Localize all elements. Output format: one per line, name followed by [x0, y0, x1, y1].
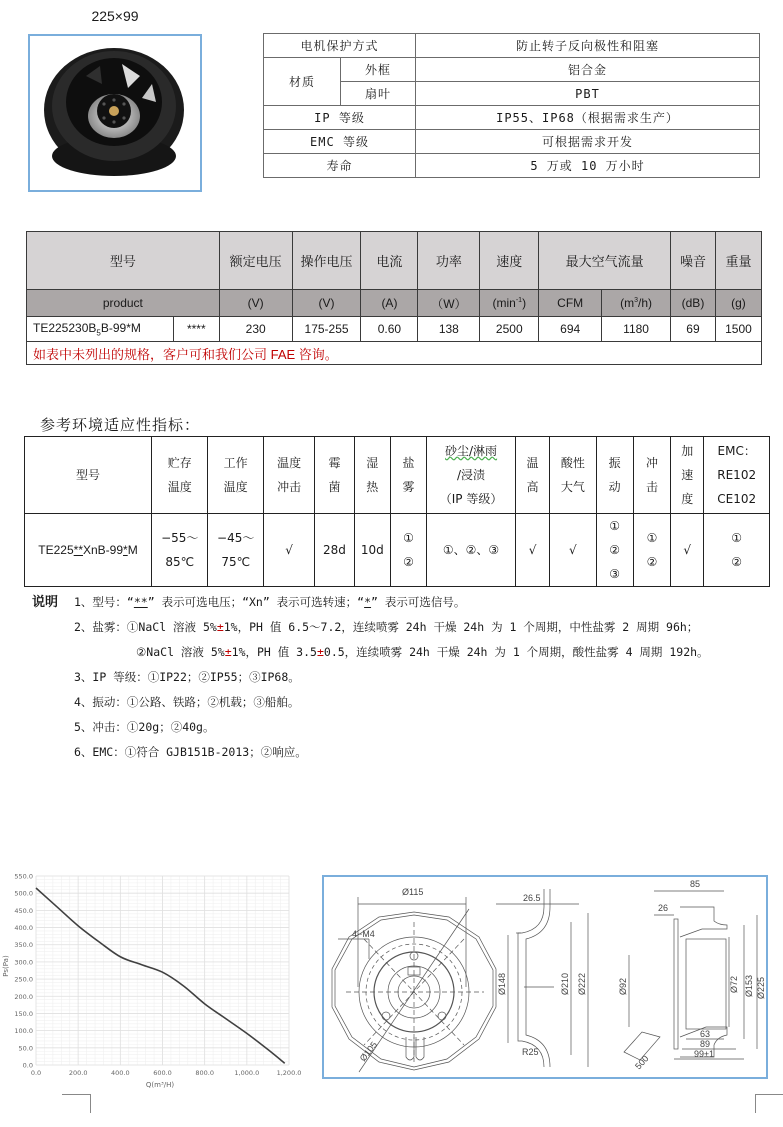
header-text: 菌: [328, 480, 341, 494]
dimension-drawing-svg: [324, 877, 766, 1077]
notes-label: 说明: [32, 595, 59, 610]
vibration-cell: [596, 514, 633, 587]
note-text: *: [364, 595, 372, 609]
spec-row: [264, 106, 760, 130]
y-tick-label: 200.0: [14, 992, 33, 1001]
header-text: 温度: [277, 456, 302, 470]
dim-d72: Ø72: [729, 975, 739, 993]
env-header-mold: [315, 437, 354, 514]
cell-text: ①: [609, 519, 621, 533]
col-header-airflow: 最大空气流量: [539, 232, 671, 290]
unit-speed-close: ): [522, 296, 527, 310]
col-header-noise: 噪音: [671, 232, 716, 290]
col-header-model: 型号: [27, 232, 220, 290]
weight-cell: 1500: [715, 317, 761, 342]
cell-text: ①: [646, 531, 658, 545]
salt-fog-cell: [390, 514, 426, 587]
env-header-acceleration: [671, 437, 704, 514]
y-tick-label: 100.0: [14, 1027, 33, 1036]
dim-26-5: 26.5: [523, 893, 541, 903]
cell-text: ②: [403, 555, 414, 569]
model-cell: [27, 317, 174, 342]
current-cell: 0.60: [361, 317, 418, 342]
model-suffix: B-99*M: [100, 320, 141, 335]
env-section-title: 参考环境适应性指标：: [40, 416, 201, 434]
x-tick-labels: [31, 1069, 302, 1077]
col-header-weight: 重量: [715, 232, 761, 290]
header-text: CE102: [717, 492, 757, 506]
header-text: 湿: [366, 456, 379, 470]
y-tick-label: 0.0: [22, 1061, 33, 1070]
note-text: 6、EMC：①符合 GJB151B-2013；②响应。: [74, 745, 307, 759]
col-header-power: 功率: [418, 232, 480, 290]
speed-cell: 2500: [480, 317, 539, 342]
spec-label: 寿命: [264, 154, 416, 178]
note-text: 4、振动：①公路、铁路；②机载；③船舶。: [74, 695, 300, 709]
env-header-acid: [550, 437, 596, 514]
x-tick-label: 600.0: [153, 1069, 172, 1077]
dim-89: 89: [700, 1039, 711, 1049]
unit-power: （W）: [418, 290, 480, 317]
header-text: 振: [608, 456, 621, 470]
y-axis-label: Ps(Pa): [2, 955, 10, 977]
header-text: 工作: [223, 456, 248, 470]
unit-speed-base: (min: [492, 296, 516, 310]
cfm-cell: 694: [539, 317, 602, 342]
model-part: **: [73, 543, 83, 557]
unit-m3h-close: /h): [638, 296, 653, 310]
side-view-fan: [624, 891, 757, 1060]
dim-d148: Ø148: [497, 972, 507, 995]
storage-temp-cell: [152, 514, 208, 587]
spec-row: [264, 154, 760, 178]
dim-26: 26: [658, 903, 669, 913]
header-text: 霉: [328, 456, 341, 470]
unit-product: product: [27, 290, 220, 317]
header-text: 温度: [167, 480, 192, 494]
unit-m3h: [602, 290, 671, 317]
cell-text: ②: [609, 543, 621, 557]
y-tick-label: 300.0: [14, 958, 33, 967]
dim-d222: Ø222: [577, 972, 587, 995]
cell-text: ②: [646, 555, 658, 569]
model-part: M: [127, 543, 138, 557]
unit-row: [27, 290, 762, 317]
operating-voltage-cell: 175-255: [292, 317, 361, 342]
dim-d225: Ø225: [756, 976, 766, 999]
dimension-drawing: [322, 875, 768, 1079]
dim-cable-500: 500: [633, 1053, 651, 1072]
env-header-model: [25, 437, 152, 514]
model-part: *: [123, 543, 128, 557]
mold-cell: 28d: [315, 514, 354, 587]
col-header-current: 电流: [361, 232, 418, 290]
table-row: [27, 317, 762, 342]
unit-operating-voltage: (V): [292, 290, 361, 317]
header-text: 速: [681, 468, 694, 482]
unit-m3h-base: (m: [620, 296, 635, 310]
note-row: [27, 342, 762, 365]
header-text: 雾: [402, 480, 415, 494]
env-header-vibration: [596, 437, 633, 514]
fae-note: 如表中未列出的规格，客户可和我们公司 FAE 咨询。: [27, 342, 762, 365]
y-tick-label: 50.0: [18, 1044, 33, 1053]
dim-r25: R25: [522, 1047, 539, 1057]
unit-speed: [480, 290, 539, 317]
env-header-temp-shock: [263, 437, 314, 514]
unit-current: (A): [361, 290, 418, 317]
header-text: 砂尘/淋雨: [445, 444, 498, 458]
cell-text: 85℃: [165, 555, 195, 569]
dim-d115: Ø115: [402, 887, 424, 897]
dim-63: 63: [700, 1029, 711, 1039]
unit-rated-voltage: (V): [219, 290, 292, 317]
y-tick-label: 400.0: [14, 924, 33, 933]
note-line: [32, 692, 782, 717]
header-text: EMC：: [717, 444, 756, 458]
y-tick-label: 500.0: [14, 889, 33, 898]
unit-m3h-sup: 3: [634, 297, 639, 304]
x-tick-label: 1,000.0: [234, 1069, 260, 1077]
note-text: 5、冲击：①20g；②40g。: [74, 720, 215, 734]
dim-85: 85: [690, 879, 701, 889]
high-temp-cell: √: [515, 514, 549, 587]
product-size-title: 225×99: [91, 8, 139, 24]
header-text: 酸性: [560, 456, 585, 470]
x-axis-label: Q(m³/H): [145, 1081, 175, 1089]
header-text: 温度: [223, 480, 248, 494]
env-header-emc: [704, 437, 770, 514]
side-view-venturi: [496, 889, 588, 1067]
header-row: [27, 232, 762, 290]
spec-row: [264, 130, 760, 154]
env-header-work-temp: [208, 437, 263, 514]
m3h-cell: 1180: [602, 317, 671, 342]
header-text: 加: [681, 444, 694, 458]
note-text: ±: [316, 645, 324, 659]
col-header-rated-voltage: 额定电压: [219, 232, 292, 290]
note-line: [32, 667, 782, 692]
emc-cell: [704, 514, 770, 587]
y-tick-label: 550.0: [14, 872, 33, 881]
front-view: [332, 897, 496, 1072]
cell-text: ①: [403, 531, 414, 545]
col-header-operating-voltage: 操作电压: [292, 232, 361, 290]
model-prefix: TE225230B: [33, 320, 97, 335]
note-text: ” 表示可选电压；“Xn” 表示可选转速；“: [147, 595, 365, 609]
cell-text: ③: [609, 567, 621, 581]
note-text: **: [133, 595, 148, 609]
cell-text: 75℃: [221, 555, 251, 569]
header-text: 冲击: [277, 480, 302, 494]
note-line: [32, 617, 782, 642]
model-sub: 5: [96, 328, 101, 338]
spec-label: 电机保护方式: [264, 34, 416, 58]
power-cell: 138: [418, 317, 480, 342]
unit-cfm: CFM: [539, 290, 602, 317]
header-text: 贮存: [167, 456, 192, 470]
header-text: 盐: [402, 456, 415, 470]
rated-voltage-cell: 230: [219, 317, 292, 342]
spec-value: 可根据需求开发: [416, 130, 760, 154]
model-part: XnB-99: [83, 543, 124, 557]
note-line: [32, 642, 782, 667]
notes-section: [32, 592, 782, 767]
unit-speed-sup: -1: [515, 297, 523, 304]
spec-value: 铝合金: [416, 58, 760, 82]
env-header-damp-heat: [354, 437, 390, 514]
work-temp-cell: [208, 514, 263, 587]
note-text: ±: [224, 645, 232, 659]
env-header-ip: [427, 437, 516, 514]
header-text: RE102: [717, 468, 757, 482]
header-text: 热: [366, 480, 379, 494]
x-tick-label: 200.0: [68, 1069, 88, 1077]
x-tick-label: 400.0: [111, 1069, 130, 1077]
header-text: /浸渍: [457, 468, 486, 482]
unit-weight: (g): [715, 290, 761, 317]
note-text: 0.5，连续喷雾 24h 干燥 24h 为 1 个周期，酸性盐雾 4 周期 192h。: [323, 645, 709, 659]
cell-text: ②: [731, 555, 743, 569]
header-text: 高: [526, 480, 539, 494]
note-text: ±: [216, 620, 224, 634]
damp-heat-cell: 10d: [354, 514, 390, 587]
spec-row: [264, 34, 760, 58]
col-header-speed: 速度: [480, 232, 539, 290]
note-text: 1%，PH 值 3.5: [231, 645, 317, 659]
signal-cell: ****: [173, 317, 219, 342]
temp-shock-cell: √: [263, 514, 314, 587]
note-text: 3、IP 等级：①IP22；②IP55；③IP68。: [74, 670, 300, 684]
cell-text: ①: [731, 531, 743, 545]
note-line: [32, 717, 782, 742]
spec-row: [264, 58, 760, 82]
env-header-high-temp: [515, 437, 549, 514]
env-header-row: [25, 437, 770, 514]
spec-label: EMC 等级: [264, 130, 416, 154]
spec-value: PBT: [416, 82, 760, 106]
note-line: [32, 742, 782, 767]
dim-d153: Ø153: [744, 974, 754, 997]
note-text: ” 表示可选信号。: [371, 595, 466, 609]
y-tick-label: 150.0: [14, 1009, 33, 1018]
x-tick-label: 1,200.0: [276, 1069, 302, 1077]
spec-label: 外框: [341, 58, 416, 82]
env-table: [24, 436, 770, 587]
env-data-row: [25, 514, 770, 587]
product-table: [26, 231, 762, 365]
centrifugal-fan-image: [30, 36, 200, 190]
x-tick-label: 800.0: [195, 1069, 214, 1077]
ip-cell: ①、②、③: [427, 514, 516, 587]
model-part: TE225: [38, 543, 74, 557]
unit-noise: (dB): [671, 290, 716, 317]
dim-4m4: 4−M4: [352, 929, 375, 939]
spec-group-label: 材质: [264, 58, 341, 106]
y-tick-label: 450.0: [14, 906, 33, 915]
spec-value: 5 万或 10 万小时: [416, 154, 760, 178]
fan-photo: [28, 34, 202, 192]
env-header-storage-temp: [152, 437, 208, 514]
spec-value: 防止转子反向极性和阻塞: [416, 34, 760, 58]
env-model-cell: [25, 514, 152, 587]
page-corner-mark-left: [62, 1094, 91, 1113]
note-text: 2、盐雾：①NaCl 溶液 5%: [74, 620, 217, 634]
spec-value: IP55、IP68（根据需求生产）: [416, 106, 760, 130]
dim-d92: Ø92: [618, 977, 628, 995]
spec-table: [263, 33, 760, 178]
y-tick-labels: [14, 873, 33, 1070]
dim-d105: Ø105: [357, 1039, 380, 1064]
pressure-flow-chart: [0, 866, 315, 1096]
env-header-shock: [633, 437, 670, 514]
header-text: 度: [681, 492, 694, 506]
header-text: 大气: [560, 480, 585, 494]
note-text: 1%，PH 值 6.5～7.2，连续喷雾 24h 干燥 24h 为 1 个周期，中性盐雾 2 周期 96h；: [223, 620, 699, 634]
cell-text: −45～: [217, 531, 255, 545]
header-text: 击: [645, 480, 658, 494]
header-text: （IP 等级）: [439, 492, 503, 506]
header-text: 动: [608, 480, 621, 494]
header-text: 温: [526, 456, 539, 470]
noise-cell: 69: [671, 317, 716, 342]
header-text: 型号: [76, 468, 101, 482]
spec-label: 扇叶: [341, 82, 416, 106]
spec-label: IP 等级: [264, 106, 416, 130]
acid-cell: √: [550, 514, 596, 587]
header-text: 冲: [645, 456, 658, 470]
x-tick-label: 0.0: [30, 1069, 42, 1077]
acceleration-cell: √: [671, 514, 704, 587]
env-header-salt-fog: [390, 437, 426, 514]
note-text: ②NaCl 溶液 5%: [136, 645, 225, 659]
page-corner-mark-right: [755, 1094, 783, 1113]
shock-cell: [633, 514, 670, 587]
y-tick-label: 350.0: [14, 941, 33, 950]
cell-text: −55～: [161, 531, 199, 545]
dim-d210: Ø210: [560, 972, 570, 995]
y-tick-label: 250.0: [14, 975, 33, 984]
dim-99: 99±1: [694, 1049, 714, 1059]
note-line: [32, 592, 782, 617]
note-text: 1、型号：“: [74, 595, 134, 609]
